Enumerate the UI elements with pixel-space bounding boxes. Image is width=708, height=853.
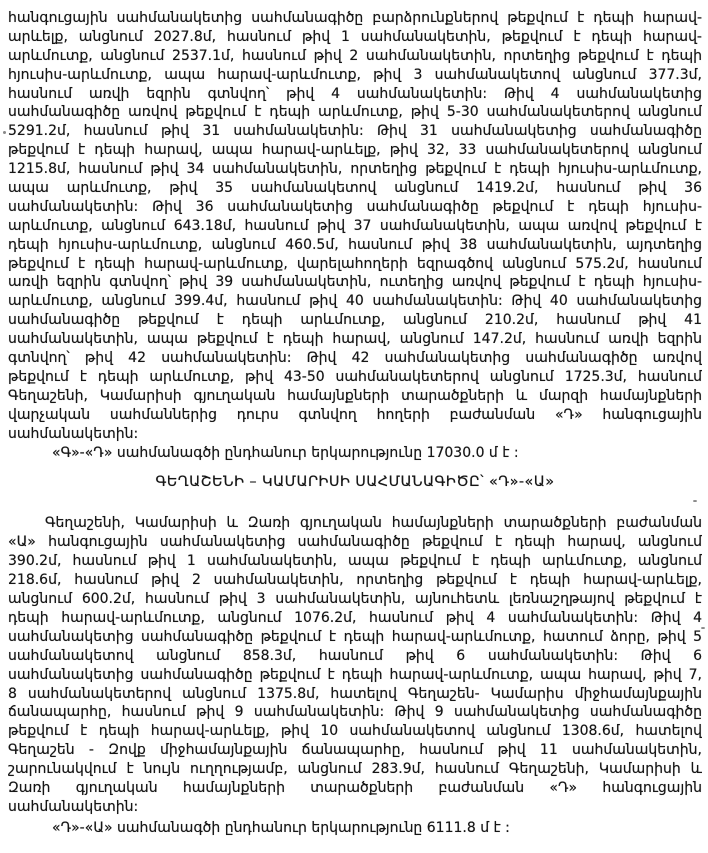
text-line: սահմանակետից սահմանագիծը թեքվում է դեպի հարավ-արևմուտք, հատում ձորը, թիվ 5 <box>8 628 702 645</box>
text-line: սահմանագիծը թեքվում է դեպի արևմուտք, անցնում 210.2մ, հասնում թիվ 41 <box>8 312 702 329</box>
text-line: թեքվում է դեպի հարավ-արևմուտք, վարելահողերի եզրագծով անցնում 575.2մ, հասնում <box>8 255 702 272</box>
text-line: արևմուտք, անցնում 399.4մ, հասնում թիվ 40 սահմանակետին: Թիվ 40 սահմանակետից <box>8 293 702 310</box>
text-line: սահմանակետով անցնում 858.3մ, հասնում թիվ 6 սահմանակետին: Թիվ 6 <box>8 647 702 664</box>
text-line: վարչական սահմաններից դուրս գտնվող հողերի բաժանման «Դ» հանգուցային <box>8 406 702 423</box>
text-line: արևմուտք, անցնում 643.18մ, հասնում թիվ 37 սահմանակետին, ապա առվով թեքվում է <box>8 217 702 234</box>
boundary-total-length-line-g-d: «Գ»-«Դ» սահմանագծի ընդհանուր երկարությունը 17030.0 մ է : <box>52 445 519 462</box>
text-line: դեպի հարավ-արևմուտք, անցնում 1076.2մ, հասնում թիվ 4 սահմանակետին: Թիվ 4 <box>8 609 702 626</box>
text-line: շարունակվում է նույն ուղղությամբ, անցնում 283.9մ, հասնում Գեղաշենի, Կամարիսի և <box>8 761 702 778</box>
section-heading-geghashen-kamaris-boundary: ԳԵՂԱՇԵՆԻ – ԿԱՄԱՐԻՍԻ ՍԱՀՄԱՆԱԳԻԾԸ՝ «Դ»-«Ա» <box>155 474 555 491</box>
text-line: հյուսիս-արևմուտք, ապա հարավ-արևմուտք, թիվ 3 սահմանակետով անցնում 377.3մ, <box>8 66 702 83</box>
text-line: գտնվող՝ թիվ 42 սահմանակետին: Թիվ 42 սահմանակետից սահմանագիծը առվով <box>8 350 702 367</box>
text-line: «Ա» հանգուցային սահմանակետից սահմանագիծը թեքվում է դեպի հարավ, անցնում <box>8 534 702 551</box>
boundary-description-paragraph-1 <box>8 9 702 443</box>
text-line: 8 սահմանակետերով անցնում 1375.8մ, հատելով Գեղաշեն- Կամարիս միջհամայնքային <box>8 685 702 702</box>
text-line: Զառի գյուղական համայնքների տարածքների բաժանման «Դ» հանգուցային <box>8 779 702 796</box>
text-line: ապա արևմուտք, թիվ 35 սահմանակետով անցնում 1419.2մ, հասնում թիվ 36 <box>8 180 702 197</box>
text-line: Գեղաշենի, Կամարիսի գյուղական համայնքների տարածքների և մարզի համայնքների <box>8 387 702 404</box>
scan-noise-dot <box>701 627 705 629</box>
text-line: արևմուտք, անցնում 2537.1մ, հասնում թիվ 2 սահմանակետին, որտեղից թեքվում է դեպի <box>8 47 702 64</box>
text-line: դեպի հյուսիս-արևմուտք, անցնում 460.5մ, հասնում թիվ 38 սահմանակետին, այդտեղից <box>8 236 702 253</box>
text-line: հանգուցային սահմանակետից սահմանագիծը բարձրունքներով թեքվում է դեպի հարավ- <box>8 10 702 26</box>
text-line: արևելք, անցնում 2027.8մ, հասնում թիվ 1 սահմանակետին, թեքվում է դեպի հարավ- <box>8 28 702 45</box>
text-line: թեքվում է դեպի արևմուտք, թիվ 43-50 սահմանակետերով անցնում 1725.3մ, հասնում <box>8 368 702 385</box>
text-line: սահմանակետին: <box>8 425 139 442</box>
boundary-description-paragraph-2 <box>8 514 702 816</box>
text-line: հասնում առվի եզրին գտնվող՝ թիվ 4 սահմանակետին: Թիվ 4 սահմանակետից <box>8 85 702 102</box>
text-line: սահմանակետին, ապա թեքվում է դեպի հարավ, անցնում 147.2մ, հասնում առվի եզրին <box>8 331 702 348</box>
document-text-block <box>8 9 702 838</box>
scan-noise-dot <box>3 131 6 134</box>
text-line: 390.2մ, հասնում թիվ 1 սահմանակետին, ապա թեքվում է դեպի արևմուտք, անցնում <box>8 553 702 570</box>
scan-noise-dot <box>693 500 697 502</box>
text-line: ճանապարհը, հասնում թիվ 9 սահմանակետին: Թիվ 9 սահմանակետից սահմանագիծը <box>8 704 702 721</box>
text-line: սահմանակետին: <box>8 798 139 815</box>
text-line: սահմանակետին: Թիվ 36 սահմանակետից սահմանագիծը թեքվում է դեպի հյուսիս- <box>8 198 702 215</box>
text-line: 218.6մ, հասնում թիվ 2 սահմանակետին, որտեղից թեքվում է դեպի հարավ-արևելք, <box>8 572 702 589</box>
text-line: անցնում 600.2մ, հասնում թիվ 3 սահմանակետին, այնուհետև լեռնաշղթայով թեքվում է <box>8 591 702 608</box>
text-line: թեքվում է դեպի հարավ-արևելք, թիվ 10 սահմանակետով անցնում 1308.6մ, հատելով <box>8 723 702 740</box>
text-line: սահմանագիծը առվով թեքվում է դեպի արևմուտք, թիվ 5-30 սահմանակետերով անցնում <box>8 104 702 121</box>
text-line: 1215.8մ, հասնում թիվ 34 սահմանակետին, որտեղից թեքվում է դեպի հյուսիս-արևմուտք, <box>8 161 702 178</box>
text-line: թեքվում է դեպի հարավ, ապա հարավ-արևելք, թիվ 32, 33 սահմանակետերով անցնում <box>8 142 702 159</box>
text-line: Գեղաշեն - Զովք միջհամայնքային ճանապարհը, հասնում թիվ 11 սահմանակետին, <box>8 742 702 759</box>
boundary-total-length-line-d-a: «Դ»-«Ա» սահմանագծի ընդհանուր երկարությունը 6111.8 մ է : <box>52 819 510 836</box>
text-line: Գեղաշենի, Կամարիսի և Զառի գյուղական համայնքների տարածքների բաժանման <box>45 515 702 532</box>
text-line: սահմանակետից սահմանագիծը թեքվում է դեպի հարավ-արևմուտք, ապա հարավ, թիվ 7, <box>8 666 702 683</box>
text-line: առվի եզրին գտնվող՝ թիվ 39 սահմանակետին, ուտեղից առվով թեքվում է դեպի հյուսիս- <box>8 274 702 291</box>
text-line: 5291.2մ, հասնում թիվ 31 սահմանակետին: Թիվ 31 սահմանակետից սահմանագիծը <box>8 123 702 140</box>
